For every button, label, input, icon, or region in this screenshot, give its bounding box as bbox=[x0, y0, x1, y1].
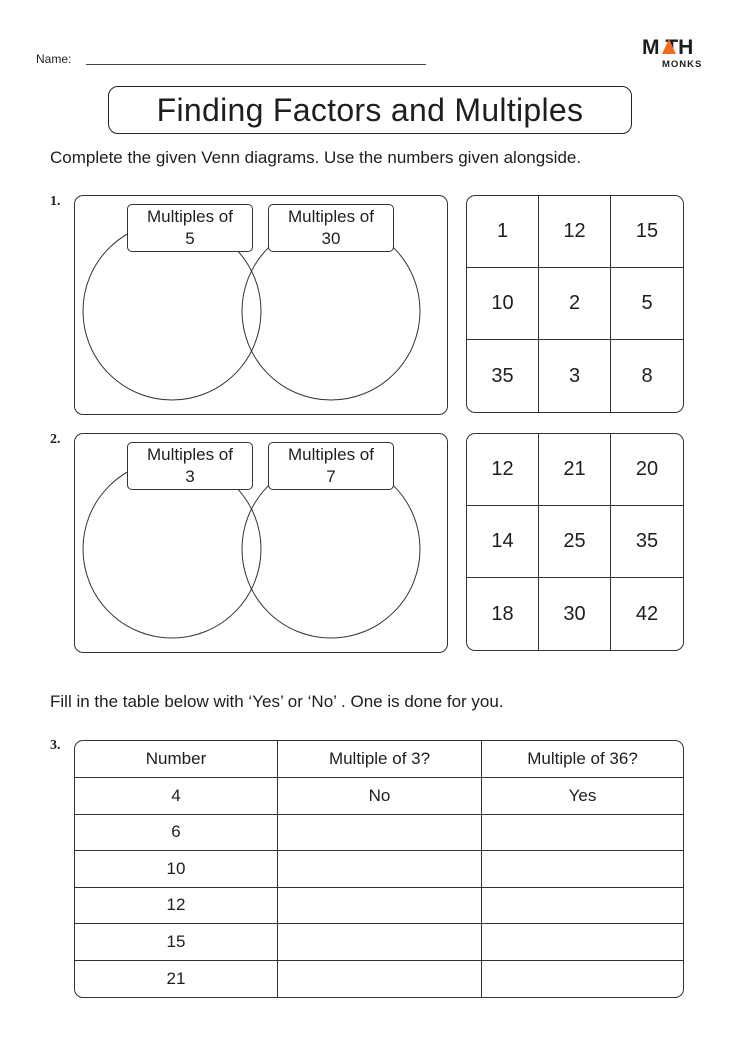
grid-cell: 14 bbox=[467, 506, 539, 578]
venn-left-label bbox=[127, 442, 253, 490]
grid-cell: 12 bbox=[539, 196, 611, 268]
table-cell-answer[interactable] bbox=[482, 924, 683, 961]
logo-monks-text: MONKS bbox=[662, 59, 703, 70]
table-cell-answer[interactable] bbox=[482, 888, 683, 925]
table-header-multiple-of-36: Multiple of 36? bbox=[482, 741, 683, 778]
table-header-number: Number bbox=[75, 741, 278, 778]
table-instructions: Fill in the table below with ‘Yes’ or ‘No’ . One is done for you. bbox=[50, 692, 504, 711]
number-grid-2 bbox=[466, 433, 684, 651]
grid-cell: 30 bbox=[539, 578, 611, 650]
table-cell-answer[interactable] bbox=[482, 815, 683, 852]
table-cell-answer[interactable] bbox=[278, 815, 482, 852]
grid-cell: 2 bbox=[539, 268, 611, 340]
grid-cell: 12 bbox=[467, 434, 539, 506]
math-monks-logo bbox=[642, 36, 712, 72]
grid-cell: 42 bbox=[635, 602, 659, 625]
venn-right-label-line2: 7 bbox=[326, 467, 336, 486]
table-cell-answer[interactable] bbox=[278, 961, 482, 998]
grid-cell: 15 bbox=[611, 196, 683, 268]
grid-cell: 8 bbox=[641, 364, 653, 387]
table-cell-answer[interactable] bbox=[278, 924, 482, 961]
table-cell-number: 10 bbox=[75, 851, 278, 888]
venn-left-label-line2: 3 bbox=[185, 467, 195, 486]
grid-cell: 3 bbox=[539, 340, 611, 412]
venn-left-label-line1: Multiples of bbox=[147, 207, 233, 226]
grid-cell: 5 bbox=[611, 268, 683, 340]
venn-right-label-line2: 30 bbox=[321, 229, 341, 248]
table-header-multiple-of-3: Multiple of 3? bbox=[278, 741, 482, 778]
venn-right-label-line1: Multiples of bbox=[288, 445, 374, 464]
question-2-number: 2. bbox=[50, 432, 61, 447]
question-1-number: 1. bbox=[50, 194, 61, 209]
grid-cell: 18 bbox=[467, 578, 539, 650]
table-cell-number: 21 bbox=[75, 961, 278, 998]
grid-cell: 35 bbox=[467, 340, 539, 412]
table-cell-answer[interactable] bbox=[278, 851, 482, 888]
table-cell-answer[interactable] bbox=[482, 961, 683, 998]
table-cell-number: 12 bbox=[75, 888, 278, 925]
venn-right-label bbox=[268, 204, 394, 252]
venn-left-label bbox=[127, 204, 253, 252]
table-cell-answer: Yes bbox=[482, 778, 683, 815]
yes-no-table bbox=[74, 740, 684, 998]
grid-cell: 1 bbox=[467, 196, 539, 268]
venn-diagram-1 bbox=[74, 195, 448, 415]
name-line[interactable] bbox=[86, 64, 426, 65]
venn-left-label-line1: Multiples of bbox=[147, 445, 233, 464]
grid-cell: 35 bbox=[611, 506, 683, 578]
grid-cell: 10 bbox=[467, 268, 539, 340]
name-label: Name: bbox=[36, 52, 72, 66]
grid-cell: 25 bbox=[539, 506, 611, 578]
venn-left-label-line2: 5 bbox=[185, 229, 195, 248]
venn-right-label bbox=[268, 442, 394, 490]
venn-right-label-line1: Multiples of bbox=[288, 207, 374, 226]
venn-instructions: Complete the given Venn diagrams. Use the numbers given alongside. bbox=[50, 148, 582, 167]
logo-triangle-icon bbox=[662, 39, 676, 54]
table-cell-answer[interactable] bbox=[482, 851, 683, 888]
page-title: Finding Factors and Multiples bbox=[108, 86, 632, 134]
grid-cell: 21 bbox=[539, 434, 611, 506]
venn-diagram-2 bbox=[74, 433, 448, 653]
table-cell-answer[interactable] bbox=[278, 888, 482, 925]
grid-cell: 20 bbox=[611, 434, 683, 506]
question-3-number: 3. bbox=[50, 738, 61, 753]
table-cell-number: 6 bbox=[75, 815, 278, 852]
table-cell-answer: No bbox=[278, 778, 482, 815]
number-grid-1 bbox=[466, 195, 684, 413]
table-cell-number: 4 bbox=[75, 778, 278, 815]
logo-math-text: M TH bbox=[642, 36, 694, 59]
table-cell-number: 15 bbox=[75, 924, 278, 961]
